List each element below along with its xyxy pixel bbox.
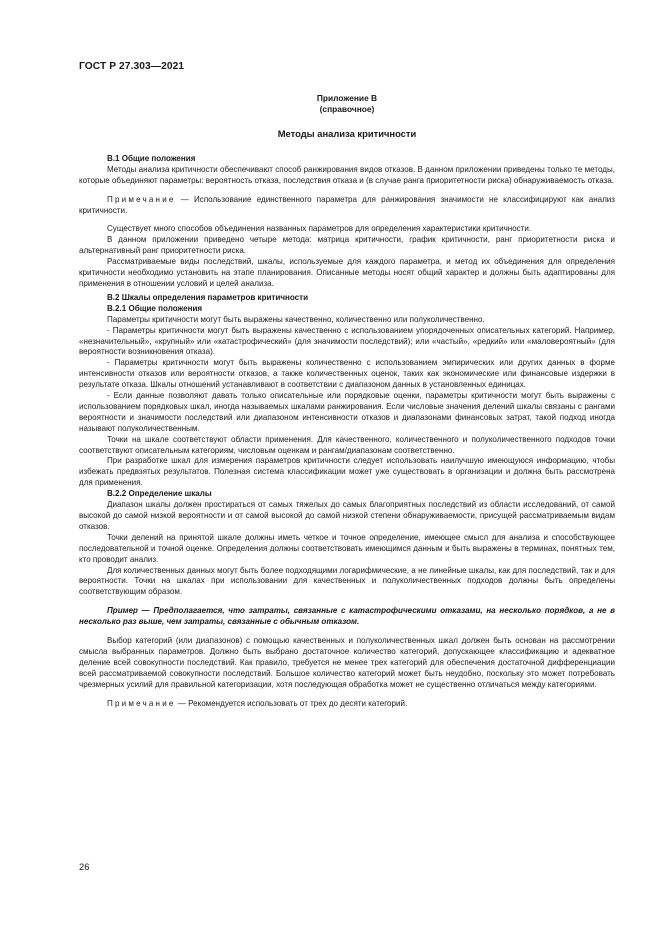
list-item: - Если данные позволяют давать только описательные или порядковые оценки, параметры критичности могут быть выражены с использованием порядковых шкал, иногда называемых шкалами ранжирования. Если числовые значения делений шкалы связаны с рангами вероятности и значимости последствий или диапазоном интенсивности отказов и диапазонами финансовых затрат, такой подход иногда называют полуколичественным. bbox=[79, 391, 615, 433]
heading-b1: В.1 Общие положения bbox=[107, 153, 196, 163]
paragraph: В данном приложении приведено четыре метода: матрица критичности, график критичности, ранг приоритетности риска и альтернативный ранг приоритетности риска. bbox=[79, 235, 615, 256]
paragraph: Параметры критичности могут быть выражены качественно, количественно или полуколичественно. bbox=[107, 314, 485, 324]
note-text: — Рекомендуется использовать от трех до десяти категорий. bbox=[175, 698, 408, 708]
paragraph: Выбор категорий (или диапазонов) с помощью качественных и полуколичественных шкал должен быть основан на рассмотрении смысла выбранных параметров. Должно быть выбрано достаточное количество категорий, допускающее классификацию и адекватное деление всей совокупности последствий. Как правило, требуется не менее трех категорий для обеспечения достаточной дифференциации всей рассматриваемой совокупности последствий. Большое количество категорий может быть неудобно, поскольку это может потребовать чрезмерных усилий для правильной категоризации, хотя последующая обработка может не существенно отличаться между категориями. bbox=[79, 636, 615, 689]
heading-b2-1: В.2.1 Общие положения bbox=[107, 303, 203, 313]
paragraph: Диапазон шкалы должен простираться от самых тяжелых до самых благоприятных последствий из области исследований, от самой высокой до самой низкой вероятности и от самой высокой до самой низкой степени обнаруживаемости, присущей рассматриваемым видам отказов. bbox=[79, 500, 615, 531]
document-body bbox=[79, 93, 615, 710]
heading-b2: В.2 Шкалы определения параметров критичности bbox=[107, 292, 309, 302]
paragraph: Методы анализа критичности обеспечивают способ ранжирования видов отказов. В данном приложении приведены только те методы, которые объединяют параметры: вероятность отказа, последствия отказа и (в случае ранга приоритетности риска) обнаруживаемость отказа. bbox=[79, 164, 615, 185]
paragraph: Рассматриваемые виды последствий, шкалы, используемые для каждого параметра, и метод их объединения для определения критичности необходимо установить на этапе планирования. Описанные методы носят общий характер и должны быть адаптированы для применения в отношении условий и целей анализа. bbox=[79, 257, 615, 288]
page-number: 26 bbox=[79, 861, 90, 872]
note bbox=[79, 195, 615, 217]
heading-b2-2: В.2.2 Определение шкалы bbox=[107, 489, 212, 499]
appendix-title: Приложение В bbox=[316, 93, 378, 103]
example: Пример — Предполагается, что затраты, связанные с катастрофическими отказами, на несколько порядков, а не в несколько раз выше, чем затраты, связанные с обычным отказом. bbox=[79, 606, 615, 627]
note-label: Примечание bbox=[107, 194, 176, 204]
document-header: ГОСТ Р 27.303—2021 bbox=[79, 61, 185, 72]
paragraph: При разработке шкал для измерения параметров критичности следует использовать наилучшую имеющуюся информацию, чтобы избежать предвзятых результатов. Полезная система классификации может уже существовать в организации и должна быть рассмотрена для применения. bbox=[79, 456, 615, 488]
paragraph: Существует много способов объединения названных параметров для определения характеристики критичности. bbox=[107, 224, 532, 234]
note-label: Примечание bbox=[107, 698, 176, 708]
section-title: Методы анализа критичности bbox=[277, 128, 417, 139]
note-text: — Использование единственного параметра для ранжирования значимости не классифицируют как анализ критичности. bbox=[79, 194, 615, 215]
note bbox=[79, 699, 615, 710]
paragraph: Точки делений на принятой шкале должны иметь четкое и точное определение, имеющее смысл для анализа и способствующее последовательной и точной оценке. Определения должны соответствовать имеющимся данным и быть выражены в терминах, понятных тем, кто проводит анализ. bbox=[79, 532, 615, 564]
list-item: - Параметры критичности могут быть выражены качественно с использованием упорядоченных описательных категорий. Например, «незначительный», «крупный» или «катастрофический» (для значимости последствий); или «частый», «редкий» или «маловероятный» (для вероятности возникновения отказа). bbox=[79, 325, 615, 357]
paragraph: Точки на шкале соответствуют области применения. Для качественного, количественного и полуколичественного подходов точки соответствуют описательным категориям, числовым оценкам и рангам/диапазонам соответственно. bbox=[79, 434, 615, 455]
list-item: - Параметры критичности могут быть выражены количественно с использованием эмпирических или других данных в форме интенсивности отказов или вероятности отказов, а также количественных оценок, таких как экономические или финансовые издержки в результате отказа. Шкалы отношений устанавливают в соответствии с диапазоном данных в установленных единицах. bbox=[79, 358, 615, 390]
paragraph: Для количественных данных могут быть более подходящими логарифмические, а не линейные шкалы, как для последствий, так и для вероятности. Точки на шкалах при использовании для качественных и полуколичественных подходов должны быть определены соответствующим образом. bbox=[79, 565, 615, 597]
appendix-subtitle: (справочное) bbox=[319, 104, 375, 114]
